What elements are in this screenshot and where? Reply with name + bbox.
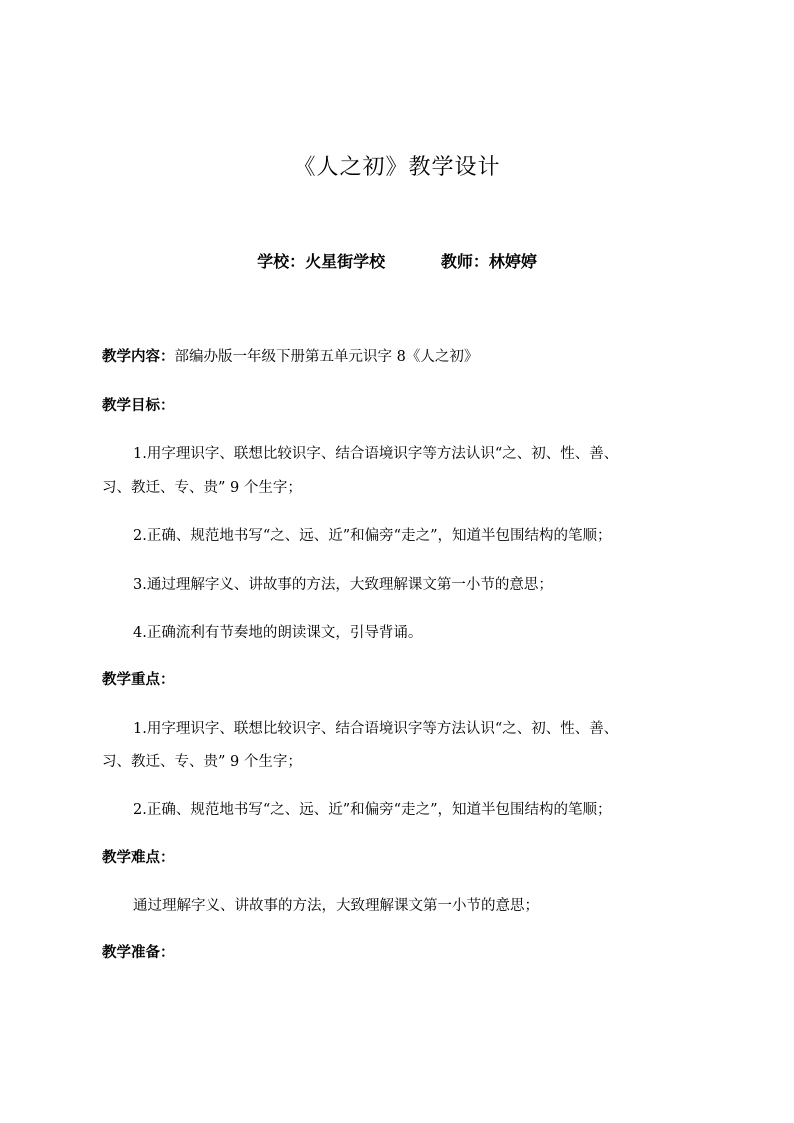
- document-title: 《人之初》教学设计: [293, 155, 501, 180]
- key-point-item-1-line-1: 1.用字理识字、联想比较识字、结合语境识字等方法认识“之、初、性、善、: [133, 721, 619, 737]
- key-points-heading: 教学重点：: [102, 672, 175, 688]
- goal-item-1-line-2: 习、教迁、专、贵” 9 个生字；: [102, 480, 302, 496]
- goals-heading: 教学目标：: [102, 398, 175, 414]
- goal-item-1-line-1: 1.用字理识字、联想比较识字、结合语境识字等方法认识“之、初、性、善、: [133, 446, 619, 462]
- key-point-item-2: 2.正确、规范地书写“之、远、近”和偏旁“走之”，知道半包围结构的笔顺；: [133, 802, 612, 818]
- content-text: 部编办版一年级下册第五单元识字 8《人之初》: [174, 349, 479, 365]
- teacher-label: 教师：林婷婷: [440, 252, 537, 271]
- content-label: 教学内容：: [102, 349, 175, 365]
- goal-item-2: 2.正确、规范地书写“之、远、近”和偏旁“走之”，知道半包围结构的笔顺；: [133, 528, 612, 544]
- content-line: [102, 345, 682, 369]
- goal-item-3: 3.通过理解字义、讲故事的方法，大致理解课文第一小节的意思；: [133, 577, 553, 593]
- difficulty-item-1: 通过理解字义、讲故事的方法，大致理解课文第一小节的意思；: [133, 898, 539, 914]
- key-point-item-1-line-2: 习、教迁、专、贵” 9 个生字；: [102, 754, 302, 770]
- school-label: 学校：火星街学校: [257, 252, 386, 271]
- difficulties-heading: 教学难点：: [102, 850, 175, 866]
- byline: [0, 250, 794, 274]
- goal-item-4: 4.正确流利有节奏地的朗读课文，引导背诵。: [133, 625, 423, 641]
- preparation-heading: 教学准备：: [102, 945, 175, 961]
